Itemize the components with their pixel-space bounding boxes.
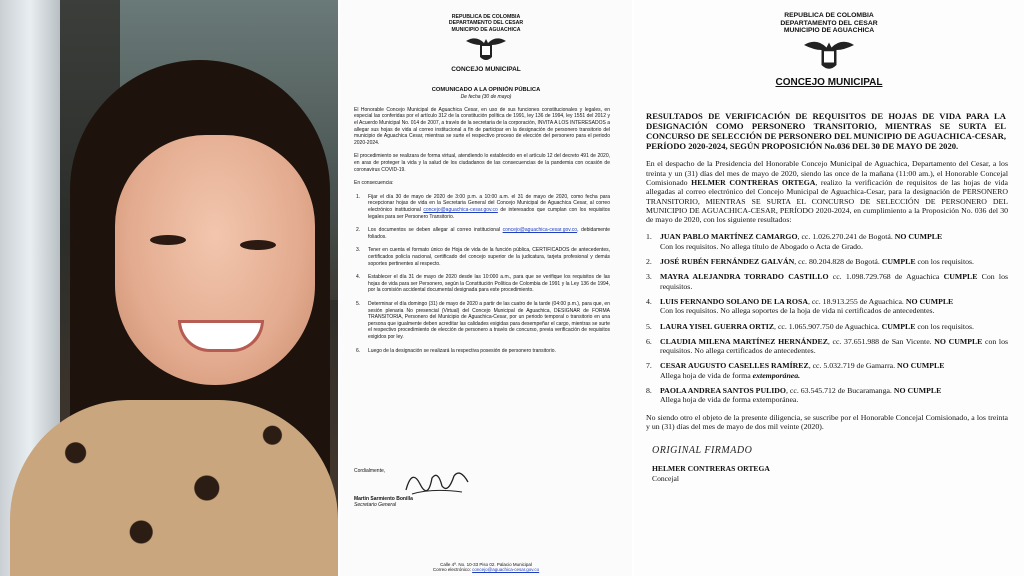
signer-role: Concejal	[652, 474, 679, 484]
coat-of-arms-icon	[464, 33, 508, 65]
list-item: 6. Luego de la designación se realizará la respectiva posesión de personero transitorio.	[356, 347, 556, 354]
letterhead-line: MUNICIPIO DE AGUACHICA	[451, 26, 521, 33]
communique-document	[340, 0, 632, 576]
result-item: 6. CLAUDIA MILENA MARTÍNEZ HERNÁNDEZ, cc. 37.651.988 de San Vicente. NO CUMPLE con los requisitos. No allega certificados de antecedentes.	[646, 336, 1009, 356]
list-item: 3. Tener en cuenta el formato único de Hoja de vida de la función pública, CERTIFICADOS de antecedentes, certificados policía nacional, certificado del concejo superior de la judicatura, tarjeta profesional y demás soportes pertinentes al respecto.	[356, 247, 610, 267]
left-eye	[150, 235, 186, 245]
communique-title: COMUNICADO A LA OPINIÓN PÚBLICA	[431, 86, 541, 93]
signature-block	[354, 468, 624, 508]
handwritten-signature-icon	[402, 464, 472, 500]
result-item: 5. LAURA YISEL GUERRA ORTIZ, cc. 1.065.907.750 de Aguachica. CUMPLE con los requisitos.	[646, 321, 974, 331]
intro-paragraph: En el despacho de la Presidencia del Honorable Concejo Municipal de Aguachica, Departamento del Cesar, a los treinta y un (31) días del mes de mayo de 2020, siendo las once de la mañana (11:00 am.), el Honorable Concejal Comisionado HELMER CONTRERAS ORTEGA, realizo la verificación de requisitos de las hojas de vida allegadas al correo electrónico del Concejo Municipal de Aguachica-Cesar, para la designación de PERSONERO TRANSITORIO, MIENTRAS SE SURTA EL CONCURSO DE SELECCIÓN DE PERSONERO DEL MUNICIPIO DE AGUACHICA-CESAR, PERÍODO 2020-2024, en cumplimiento a la Proposición No. 036 del 30 de mayo de 2020, con los siguiente resultados:	[646, 159, 1008, 225]
status-label: CUMPLE	[881, 257, 916, 267]
communique-body	[340, 107, 632, 354]
closing-paragraph: No siendo otro el objeto de la presente diligencia, se suscribe por el Honorable Concejal Comisionado, a los treinta y un (31) días del mes de mayo de dos mil veinte (2020).	[646, 412, 1008, 431]
letterhead	[340, 14, 632, 73]
communique-date: De fecha (30 de mayo)	[460, 93, 512, 100]
result-item: 3. MAYRA ALEJANDRA TORRADO CASTILLO cc. 1.098.729.768 de Aguachica CUMPLE Con los requisitos.	[646, 272, 1008, 291]
letterhead-line: DEPARTAMENTO DEL CESAR	[448, 20, 524, 27]
right-eye	[240, 240, 276, 250]
letterhead-line: REPUBLICA DE COLOMBIA	[784, 12, 874, 19]
document-footer-email	[340, 567, 632, 573]
list-item: 2. Los documentos se deben allegar al correo institucional concejo@aguachica-cesar.gov.co, debidamente foliados.	[356, 227, 610, 240]
footer-address: Calle 4ª. No. 10-33 Piso 02. Palacio Municipal	[440, 562, 532, 567]
signer-name: Martin Sarmiento Bonilla	[354, 496, 413, 502]
results-list	[646, 232, 1008, 404]
results-title: RESULTADOS DE VERIFICACIÓN DE REQUISITOS DE HOJAS DE VIDA PARA LA DESIGNACIÓN COMO PERSONERO TRANSITORIO, MIENTRAS SE SURTA EL CONCURSO DE SELECCIÓN DE PERSONERO DEL MUNICIPIO DE AGUACHICA-CESAR, PERÍODO 2020-2024, SEGÚN PROPOSICIÓN No.036 DEL 30 DE MAYO DE 2020.	[646, 110, 1006, 151]
status-label: CUMPLE	[943, 272, 978, 282]
email-link[interactable]: concejo@aguachica-cesar.gov.co	[502, 227, 578, 234]
result-item: 8. PAOLA ANDREA SANTOS PULIDO, cc. 63.545.712 de Bucaramanga. NO CUMPLE Allega hoja de vida de forma extemporánea.	[646, 386, 942, 405]
signer-role: Secretario General	[354, 502, 396, 508]
leopard-print-top	[10, 400, 338, 576]
footer-email-link[interactable]: concejo@aguachica-cesar.gov.co	[472, 567, 540, 572]
list-item: 4. Establecer el día 31 de mayo de 2020 desde las 10:000 a.m., para que se verifique los requisitos de las hojas de vida para ser Personero, según la Constitución Política de Colombia de 1991 y la Ley 136 de 1994, por la comisión accidental documental designada para este procedimiento.	[356, 274, 610, 294]
result-item: 2. JOSÉ RUBÉN FERNÁNDEZ GALVÁN, cc. 80.204.828 de Bogotá. CUMPLE con los requisitos.	[646, 257, 975, 267]
results-body	[634, 159, 1024, 431]
status-label: NO CUMPLE	[893, 386, 942, 396]
letterhead-line: DEPARTAMENTO DEL CESAR	[780, 19, 878, 27]
paragraph: El Honorable Concejo Municipal de Aguachica Cesar, en uso de sus funciones constitucionales y legales, en especial las conferidas por el artículo 312 de la constitución política de 1991, ley 136 de 1994, ley 1551 del 2012 y el Acuerdo Municipal No. 014 de 2007, a través de la secretaria de la corporación, INVITA A LOS INTERESADOS a allegar sus hojas de vida al correo institucional a fin de participar en la designación de personero transitorio del municipio de Aguachica Cesar, mientras se surte el respectivo proceso de elección del personero para el periodo 2020-2024.	[354, 106, 610, 146]
signer-name: HELMER CONTRERAS ORTEGA	[652, 464, 770, 474]
letterhead	[634, 12, 1024, 88]
council-name: CONCEJO MUNICIPAL	[451, 65, 521, 73]
paragraph: El procedimiento se realizara de forma virtual, atendiendo lo establecido en el artículo 12 del decreto 491 de 2020, en aras de proteger la vida y la salud de los ciudadanos de las consecuencias de la pandemia con ocasión de coronavirus COVID-19.	[354, 153, 610, 173]
result-item: 1. JUAN PABLO MARTÍNEZ CAMARGO, cc. 1.026.270.241 de Bogotá. NO CUMPLE Con los requisitos. No allega título de Abogado o Acta de Grado.	[646, 232, 943, 251]
footer-email-label: Correo electrónico:	[432, 567, 473, 572]
result-item: 7. CESAR AUGUSTO CASELLES RAMÍREZ, cc. 5.032.719 de Gamarra. NO CUMPLE Allega hoja de vida de forma extemporánea.	[646, 361, 945, 380]
letterhead-line: REPUBLICA DE COLOMBIA	[451, 14, 521, 20]
status-label: NO CUMPLE	[894, 232, 943, 242]
result-item: 4. LUIS FERNANDO SOLANO DE LA ROSA, cc. 18.913.255 de Aguachica. NO CUMPLE Con los requisitos. No allega soportes de la hoja de vida ni certificados de antecedentes.	[646, 296, 954, 316]
letterhead-line: MUNICIPIO DE AGUACHICA	[783, 27, 875, 35]
coat-of-arms-icon	[800, 35, 858, 75]
closing: Cordialmente,	[354, 468, 386, 474]
list-item: 1. Fijar el día 30 de mayo de 2020 de 3:00 p.m. a 10:00 a.m. el 31 de mayo de 2020, como fecha para recepcionar hojas de vida en la Secretaria General del Concejo Municipal de Aguachica Cesar, al correo electrónico institucional concejo@aguachica-cesar.gov.co de interesados que cumplan con los requisitos legales para ser Personero Transitorio.	[356, 193, 610, 220]
status-label: NO CUMPLE	[934, 336, 983, 346]
paragraph: En consecuencia:	[354, 180, 394, 187]
woman-portrait-photo	[0, 0, 338, 576]
results-document	[634, 0, 1024, 576]
status-label: NO CUMPLE	[897, 361, 945, 371]
council-name: CONCEJO MUNICIPAL	[775, 76, 883, 88]
numbered-list	[354, 194, 610, 354]
list-item: 5. Determinar el día domingo (31) de mayo de 2020 a partir de las cuatro de la tarde (04:00 p.m.), para que, en sesión plenaria No presencial (Virtual) del Concejo Municipal de Aguachica, DESIGNAR de FORMA TRANSITORIA, Personero del Municipio de Aguachica-Cesar, por un periodo temporal o transitorio en una persona que igualmente deben acreditar las calidades exigidas para desempeñar el cargo, mientras se surte el respectivo procedimiento de elección de personero a través de concurso, previa verificación de requisitos exigidos por ley.	[356, 300, 610, 340]
councilor-name: HELMER CONTRERAS ORTEGA	[691, 178, 816, 187]
original-signed-stamp: ORIGINAL FIRMADO	[652, 445, 753, 457]
status-label: NO CUMPLE	[905, 296, 954, 306]
email-link[interactable]: concejo@aguachica-cesar.gov.co	[423, 207, 498, 214]
status-label: CUMPLE	[881, 321, 916, 331]
